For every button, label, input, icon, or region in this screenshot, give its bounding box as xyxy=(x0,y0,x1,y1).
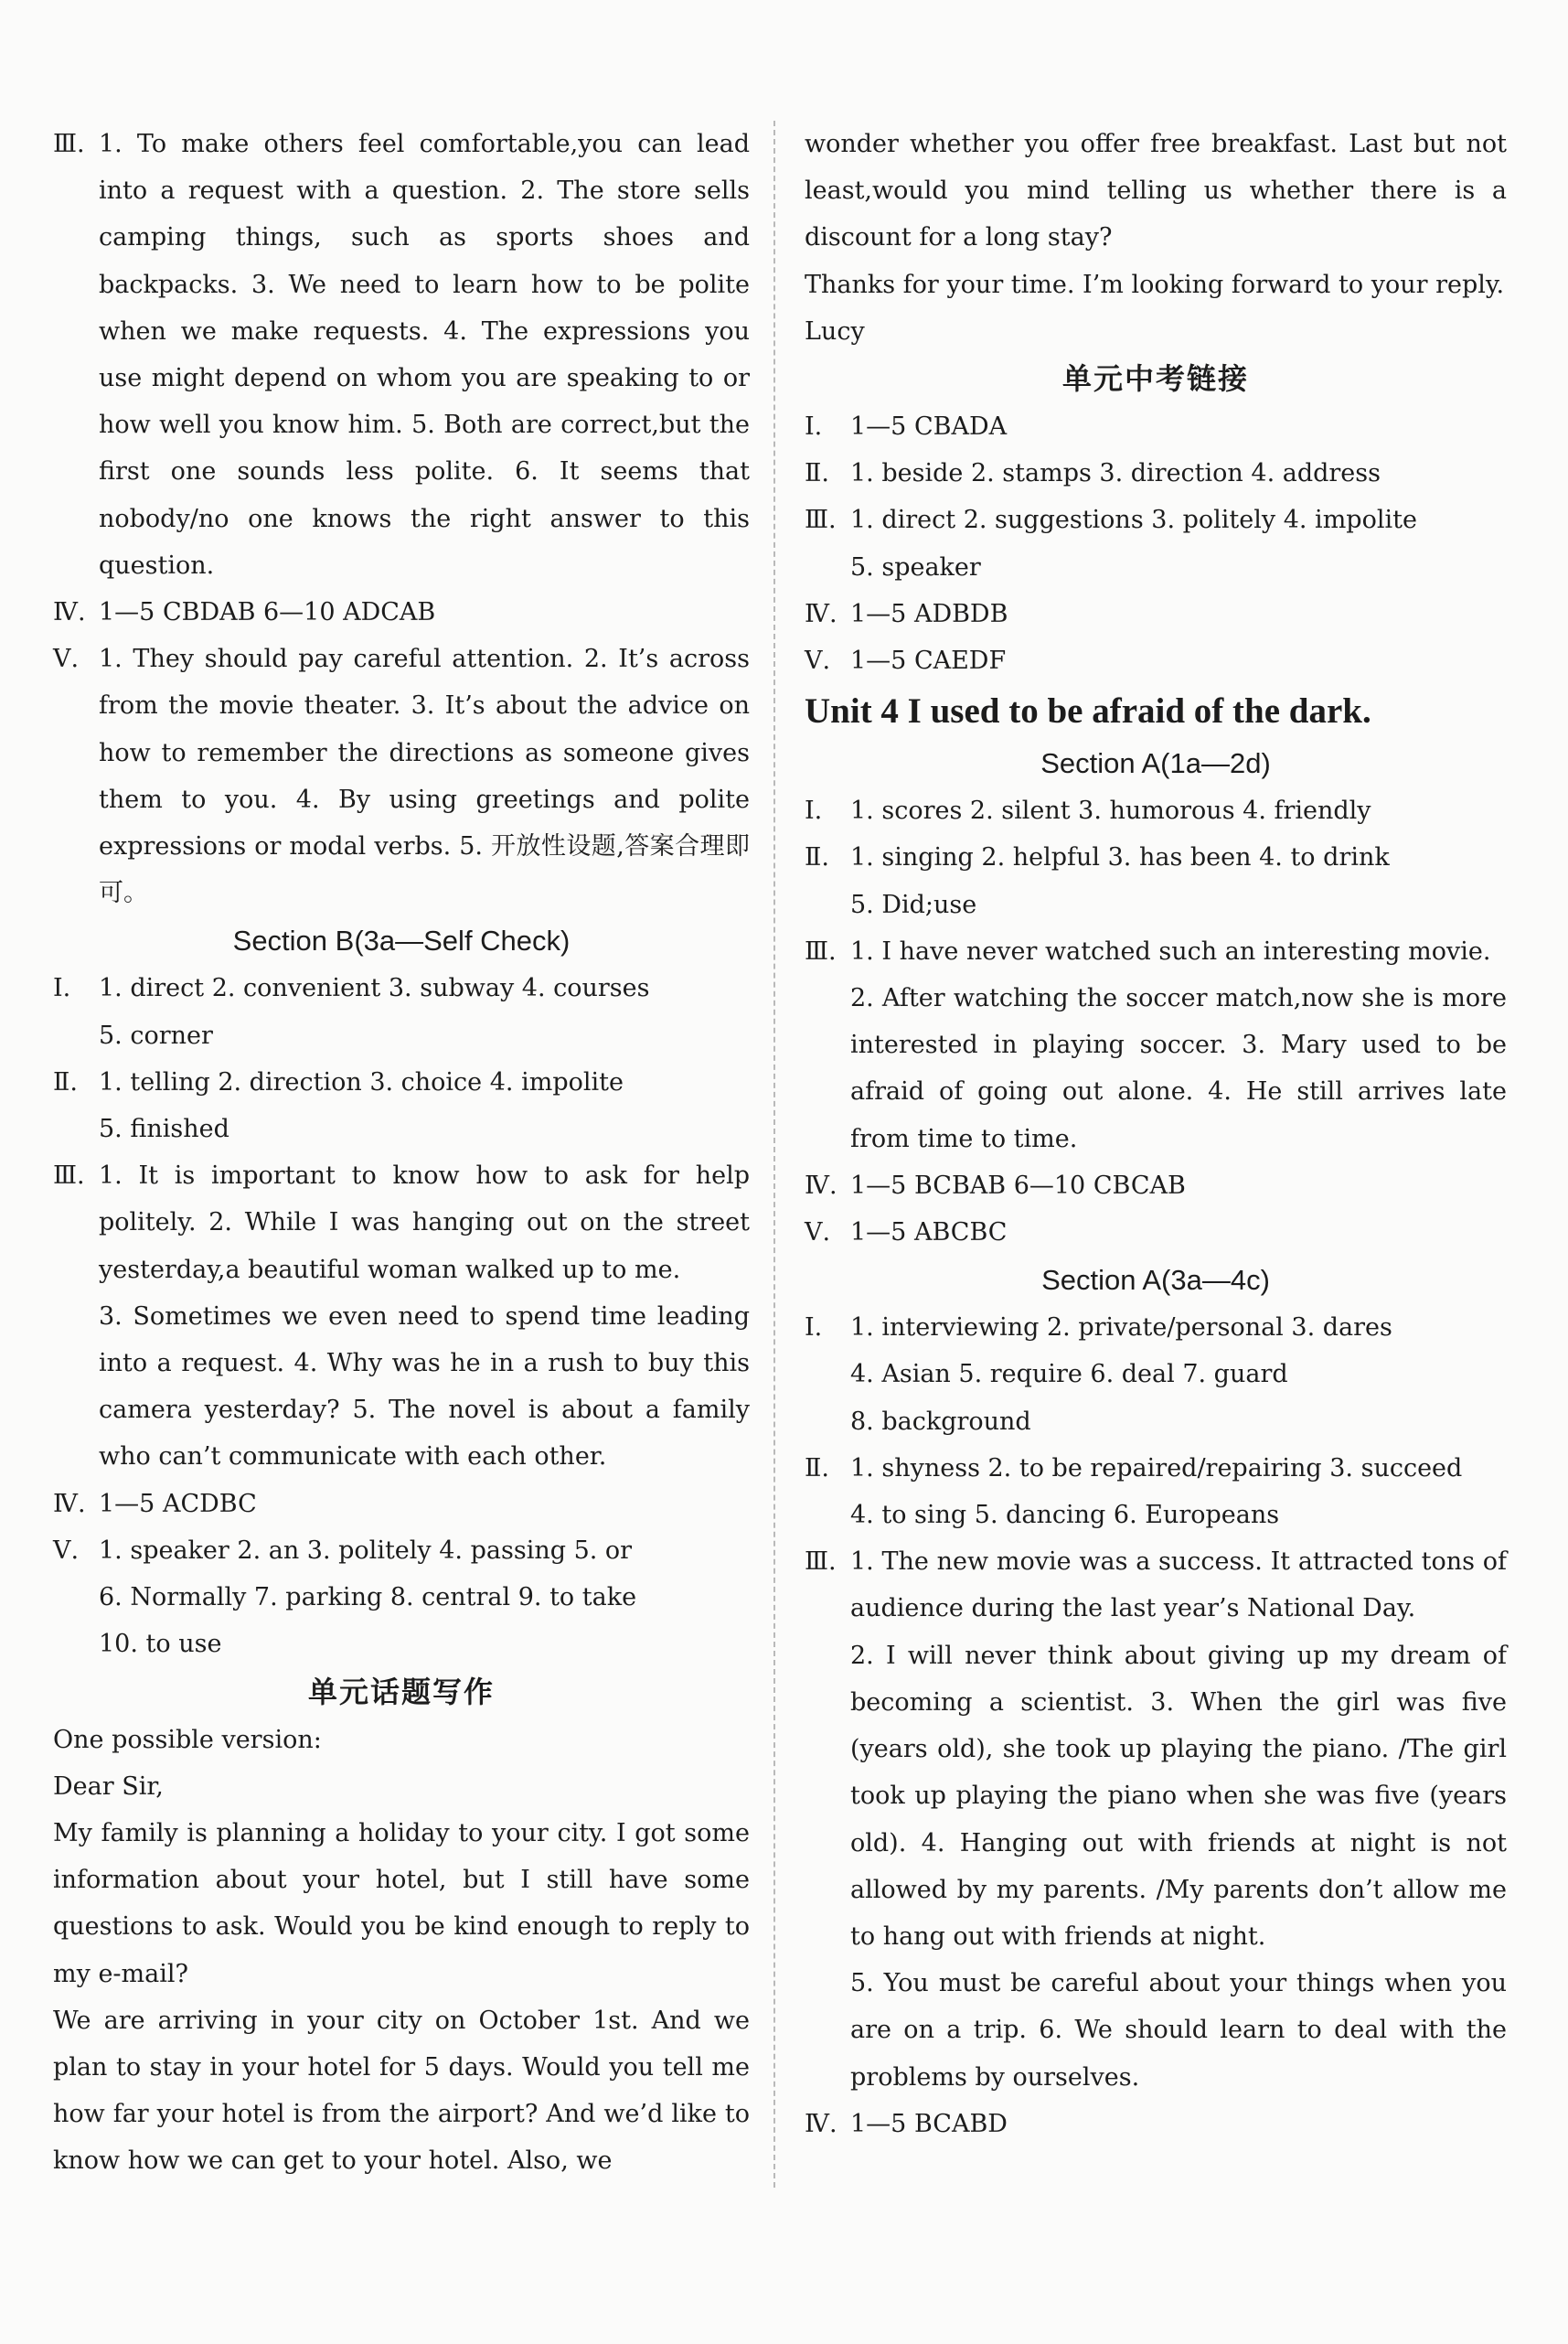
column-divider xyxy=(773,121,775,2188)
section-heading: Section A(3a—4c) xyxy=(1041,1264,1270,1297)
roman-numeral: Ⅴ. xyxy=(53,645,80,674)
answer-text: 5. corner xyxy=(99,1021,213,1050)
answer-block xyxy=(805,637,1507,684)
roman-numeral: Ⅲ. xyxy=(805,506,837,535)
answer-text: 1—5 CAEDF xyxy=(850,647,1007,676)
answer-block xyxy=(805,1538,1507,1632)
answer-text: 1. They should pay careful attention. 2. It’s across from the movie theater. 3. It’s about the advice on how to remember the directions as someone gives them to you. 4. By using greetings and polite expressions or modal verbs. 5. 开放性设题,答案合理即可。 xyxy=(99,645,750,908)
answer-text: 5. speaker xyxy=(850,552,981,582)
answer-text: 6. Normally 7. parking 8. central 9. to take xyxy=(99,1583,637,1612)
answer-text: 1—5 BCBAB 6—10 CBCAB xyxy=(850,1171,1186,1200)
answer-text: 1—5 CBDAB 6—10 ADCAB xyxy=(99,598,436,627)
answer-block xyxy=(805,497,1507,543)
writing-paragraph: wonder whether you offer free breakfast. Last but not least,would you mind telling us whether there is a discount for a long stay? xyxy=(805,130,1507,252)
roman-numeral: Ⅳ. xyxy=(805,2109,837,2138)
answer-text: 2. After watching the soccer match,now she is more interested in playing soccer. 3. Mary used to be afraid of going out alone. 4. He still arrives late from time to time. xyxy=(850,984,1507,1153)
unit-title: Unit 4 I used to be afraid of the dark. xyxy=(805,691,1371,732)
answer-block xyxy=(805,834,1507,881)
answer-text: 3. Sometimes we even need to spend time leading into a request. 4. Why was he in a rush to buy this camera yesterday? 5. The novel is about a family who can’t communicate with each other. xyxy=(99,1301,750,1472)
answer-text: 5. finished xyxy=(99,1115,229,1144)
answer-text: 1. I have never watched such an interesting movie. xyxy=(850,937,1491,966)
writing-paragraph: We are arriving in your city on October 1st. And we plan to stay in your hotel for 5 days. Would you tell me how far your hotel is from the airport? And we’d like to know how we can get to your hotel. Also, we xyxy=(53,2006,750,2176)
answer-block xyxy=(53,636,750,916)
answer-text: 2. I will never think about giving up my dream of becoming a scientist. 3. When the girl was five (years old), she took up playing the piano. /The girl took up playing the piano when she was five (years old). 4. Hanging out with friends at night is not allowed by my parents. /My parents don’t allow me to hang out with friends at night. xyxy=(850,1641,1507,1951)
answer-text: 1—5 BCABD xyxy=(850,2109,1008,2138)
answer-text: 1. direct 2. convenient 3. subway 4. courses xyxy=(99,974,650,1003)
roman-numeral: Ⅰ. xyxy=(805,797,823,826)
roman-numeral: Ⅳ. xyxy=(53,598,86,627)
roman-numeral: Ⅲ. xyxy=(53,130,85,158)
roman-numeral: Ⅰ. xyxy=(805,412,823,442)
answer-text: 1—5 ABCBC xyxy=(850,1218,1008,1247)
roman-numeral: Ⅲ. xyxy=(53,1161,85,1191)
roman-numeral: Ⅳ. xyxy=(805,599,837,628)
roman-numeral: Ⅴ. xyxy=(805,1218,831,1247)
answer-text: 5. You must be careful about your things when you are on a trip. 6. We should learn to deal with the problems by ourselves. xyxy=(850,1969,1507,2092)
answer-block xyxy=(53,1059,750,1106)
answer-block xyxy=(53,1152,750,1293)
answer-block xyxy=(53,589,750,636)
answer-block xyxy=(53,121,750,589)
answer-block xyxy=(53,1481,750,1527)
answer-block xyxy=(805,928,1507,975)
answer-text: 1—5 ADBDB xyxy=(850,599,1008,628)
answer-block xyxy=(805,1162,1507,1209)
roman-numeral: Ⅳ. xyxy=(53,1489,86,1518)
roman-numeral: Ⅱ. xyxy=(805,843,829,872)
answer-text: 4. Asian 5. require 6. deal 7. guard xyxy=(850,1360,1288,1389)
answer-text: 1—5 ACDBC xyxy=(99,1489,257,1518)
writing-signature: Lucy xyxy=(805,316,865,346)
answer-text: 5. Did;use xyxy=(850,890,977,919)
answer-text: 1. speaker 2. an 3. politely 4. passing 5. or xyxy=(99,1536,633,1565)
answer-block xyxy=(53,1527,750,1574)
answer-block xyxy=(805,591,1507,637)
answer-block xyxy=(805,1209,1507,1256)
roman-numeral: Ⅱ. xyxy=(805,459,829,488)
writing-paragraph: My family is planning a holiday to your city. I got some information about your hotel, but I still have some questions to ask. Would you be kind enough to reply to my e-mail? xyxy=(53,1818,750,1988)
section-heading: Section A(1a—2d) xyxy=(1040,747,1271,780)
answer-text: 1. interviewing 2. private/personal 3. dares xyxy=(850,1313,1392,1343)
roman-numeral: Ⅴ. xyxy=(805,647,831,676)
answer-text: 4. to sing 5. dancing 6. Europeans xyxy=(850,1501,1280,1530)
roman-numeral: Ⅲ. xyxy=(805,1547,837,1577)
answer-text: 1. beside 2. stamps 3. direction 4. address xyxy=(850,459,1381,488)
answer-text: 8. background xyxy=(850,1407,1031,1436)
answer-text: 1. scores 2. silent 3. humorous 4. friendly xyxy=(850,797,1371,826)
answer-block xyxy=(805,787,1507,834)
roman-numeral: Ⅱ. xyxy=(53,1067,78,1097)
left-column xyxy=(53,121,750,2185)
roman-numeral: Ⅲ. xyxy=(805,937,837,966)
answer-text: 1. The new movie was a success. It attracted tons of audience during the last year’s National Day. xyxy=(850,1547,1507,1623)
roman-numeral: Ⅱ. xyxy=(805,1453,829,1482)
answer-text: 1. singing 2. helpful 3. has been 4. to drink xyxy=(850,843,1390,872)
answer-text: 1. To make others feel comfortable,you can lead into a request with a question. 2. The store sells camping things, such as sports shoes and backpacks. 3. We need to learn how to be polite when we make requests. 4. The expressions you use might depend on whom you are speaking to or how well you know him. 5. Both are correct,but the first one sounds less polite. 6. It seems that nobody/no one knows the right answer to this question. xyxy=(99,130,750,580)
writing-greeting: Dear Sir, xyxy=(53,1771,164,1801)
writing-intro: One possible version: xyxy=(53,1725,322,1754)
answer-text: 1. telling 2. direction 3. choice 4. impolite xyxy=(99,1067,624,1097)
roman-numeral: Ⅴ. xyxy=(53,1536,80,1565)
answer-block xyxy=(805,450,1507,497)
roman-numeral: Ⅳ. xyxy=(805,1171,837,1200)
right-column xyxy=(805,121,1507,2147)
writing-heading: 单元话题写作 xyxy=(307,1674,495,1709)
answer-text: 10. to use xyxy=(99,1630,222,1659)
answer-text: 1—5 CBADA xyxy=(850,412,1008,442)
roman-numeral: Ⅰ. xyxy=(805,1313,823,1343)
answer-block xyxy=(805,1445,1507,1492)
roman-numeral: Ⅰ. xyxy=(53,974,71,1003)
answer-block xyxy=(805,2101,1507,2147)
answer-text: 1. It is important to know how to ask for help politely. 2. While I was hanging out on the street yesterday,a beautiful woman walked up to me. xyxy=(99,1161,750,1284)
answer-text: 1. shyness 2. to be repaired/repairing 3. succeed xyxy=(850,1453,1463,1482)
writing-closing: Thanks for your time. I’m looking forward to your reply. xyxy=(805,270,1505,299)
answer-block xyxy=(805,1304,1507,1351)
answer-text: 1. direct 2. suggestions 3. politely 4. impolite xyxy=(850,506,1417,535)
answer-block xyxy=(805,403,1507,450)
exam-link-heading: 单元中考链接 xyxy=(1061,361,1249,397)
section-heading: Section B(3a—Self Check) xyxy=(232,925,571,958)
answer-block xyxy=(53,965,750,1011)
